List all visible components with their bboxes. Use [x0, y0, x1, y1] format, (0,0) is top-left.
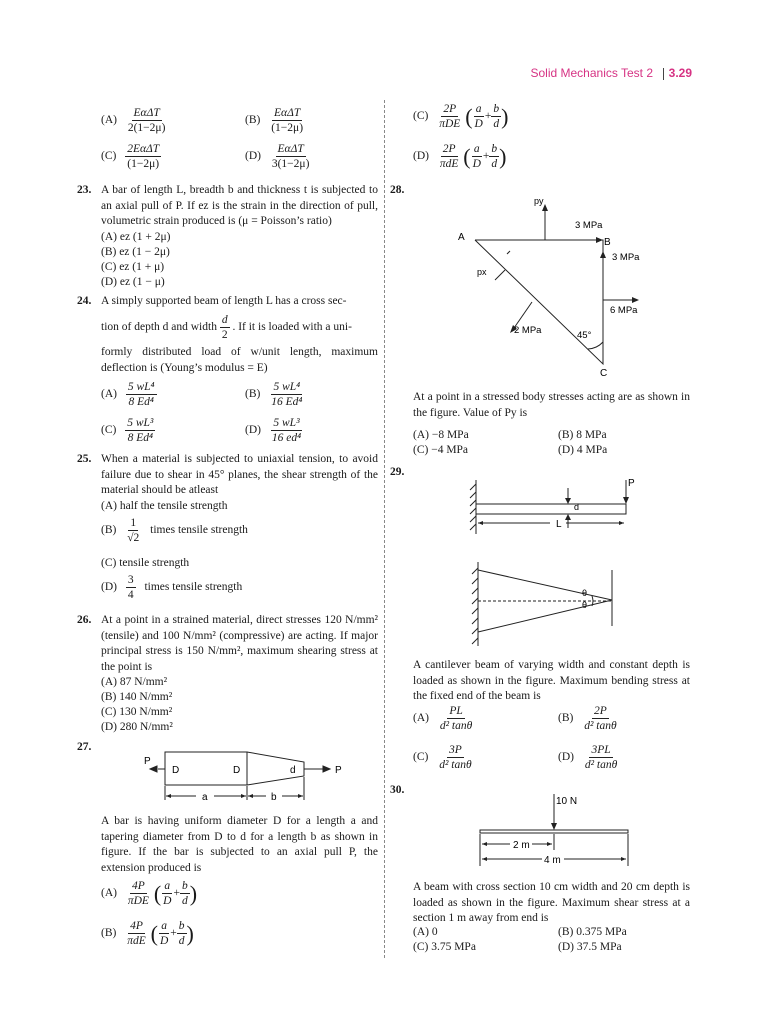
q27-label-p-right: P	[335, 765, 342, 776]
q28-text: At a point in a stressed body stresses acting are as shown in the figure. Value of Py is	[413, 391, 690, 419]
q29-option-b: (B) $\frac{2P}{\text{d² tanθ}}$	[558, 705, 617, 732]
q25-text: When a material is subjected to uniaxial tension, to avoid failure due to shear in 45° planes, the shear strength of the material should be atleast	[101, 453, 378, 496]
q30-option-d: (D) 37.5 MPa	[558, 941, 622, 953]
q30-label-4m: 4 m	[544, 855, 561, 866]
q27-figure	[140, 750, 350, 802]
q29-label-d: d	[574, 502, 580, 512]
q28-label-px: px	[477, 267, 487, 277]
q30-number: 30.	[390, 784, 405, 796]
q29-beam-elevation	[462, 474, 642, 538]
page-header	[0, 66, 768, 84]
q26-option-b: (B) 140 N/mm²	[101, 691, 173, 703]
q28-option-a: (A) −8 MPa	[413, 429, 469, 441]
column-divider	[384, 100, 385, 958]
q27-option-a: (A) $\frac{4P}{\text{πDE}}$ ( $\frac{a}{D}$ + $\frac{b}{d}$ )	[101, 880, 198, 907]
q30-option-c: (C) 3.75 MPa	[413, 941, 476, 953]
q29-label-theta-2: θ	[582, 600, 588, 610]
q28-label-c: C	[600, 368, 608, 379]
q30-figure	[470, 790, 640, 870]
q24-option-a: (A) $\frac{\text{5 wL⁴}}{\text{8 Ed⁴}}$	[101, 381, 155, 408]
q24-option-c: (C) $\frac{\text{5 wL³}}{\text{8 Ed⁴}}$	[101, 417, 154, 444]
q28-label-stress-2: 2 MPa	[514, 325, 542, 336]
q28-option-c: (C) −4 MPa	[413, 444, 469, 456]
q28-stress-triangle	[475, 240, 603, 364]
q26-option-c: (C) 130 N/mm²	[101, 706, 173, 718]
q24-option-d: (D) $\frac{\text{5 wL³}}{\text{16 ed⁴}}$	[245, 417, 302, 444]
q28-label-angle: 45°	[577, 330, 592, 341]
q25-option-a: (A) half the tensile strength	[101, 500, 228, 512]
q29-text: A cantilever beam of varying width and constant depth is loaded as shown in the figure. Maximum bending stress at the fixed end of the beam is	[413, 659, 690, 702]
q29-beam-plan	[462, 560, 642, 648]
q30-text: A beam with cross section 10 cm width and 20 cm depth is loaded as shown in the figure. Maximum shear stress at a section 1 m away from end is	[413, 881, 690, 924]
q24-text-line2: tion of depth d and width $\frac{d}{2}$ . If it is loaded with a uni-	[101, 314, 352, 341]
q27-option-d: (D) $\frac{2P}{\text{πdE}}$ ( $\frac{a}{D}$ + $\frac{b}{d}$ )	[413, 143, 507, 170]
q24-text-line3: formly distributed load of w/unit length, maximum deflection is (Young’s modulus = E)	[101, 346, 378, 374]
q26-text: At a point in a strained material, direct stresses 120 N/mm² (tensile) and 100 N/mm² (compressive) are acting. If major principal stress is 150 N/mm², maximum shearing stress at the point is	[101, 614, 378, 673]
q25-option-c: (C) tensile strength	[101, 557, 190, 569]
q23-option-d: (D) ez (1 − μ)	[101, 276, 165, 288]
q27-label-p-left: P	[144, 756, 151, 767]
q29-option-a: (A) $\frac{PL}{\text{d² tanθ}}$	[413, 705, 473, 732]
q22-option-c: (C) $\frac{\text{2EαΔT}}{(1-2\mu)}$	[101, 143, 160, 170]
q29-label-l: L	[556, 519, 562, 530]
q28-figure	[450, 192, 660, 382]
q27-label-d1: D	[172, 765, 180, 776]
q28-label-py: py	[534, 196, 544, 206]
q29-label-p: P	[628, 478, 635, 489]
q22-option-a: (A) $\frac{\text{EαΔT}}{2(1-2\mu)}$	[101, 107, 166, 134]
q23-option-a: (A) ez (1 + 2μ)	[101, 231, 171, 243]
header-title: Solid Mechanics Test 2	[530, 66, 653, 80]
q27-label-b: b	[271, 792, 277, 802]
q30-label-load: 10 N	[556, 796, 578, 807]
q27-left-arrow-head	[150, 766, 157, 772]
q27-label-a: a	[202, 792, 208, 802]
header-separator	[663, 68, 664, 80]
q30-beam	[480, 830, 628, 833]
q30-option-a: (A) 0	[413, 926, 438, 938]
q27-label-d2: D	[233, 765, 241, 776]
q27-label-small-d: d	[290, 765, 296, 776]
q30-option-b: (B) 0.375 MPa	[558, 926, 627, 938]
q27-text: A bar is having uniform diameter D for a length a and tapering diameter from D to d for a length b as shown in figure. If the bar is subjected to an axial pull P, the extension produced is	[101, 815, 378, 874]
q24-option-b: (B) $\frac{\text{5 wL⁴}}{\text{16 Ed⁴}}$	[245, 381, 303, 408]
q25-option-b: (B) $\frac{1}{√2}$ times tensile strength	[101, 517, 248, 544]
q27-number: 27.	[77, 741, 92, 753]
q28-label-a: A	[458, 232, 465, 243]
q26-number: 26.	[77, 614, 92, 626]
q22-option-b: (B) $\frac{\text{EαΔT}}{(1-2\mu)}$	[245, 107, 304, 134]
q27-right-arrow-head	[323, 766, 330, 772]
q24-text-line1: A simply supported beam of length L has a cross sec-	[101, 295, 347, 307]
q28-label-stress-top: 3 MPa	[575, 220, 603, 231]
q29-option-d: (D) $\frac{3PL}{\text{d² tanθ}}$	[558, 744, 618, 771]
q28-option-d: (D) 4 MPa	[558, 444, 608, 456]
page-number: 3.29	[668, 66, 692, 80]
q28-label-stress-6: 6 MPa	[610, 305, 638, 316]
q29-beam	[476, 504, 626, 514]
q23-option-c: (C) ez (1 + μ)	[101, 261, 165, 273]
q30-label-2m: 2 m	[513, 840, 530, 851]
q29-label-theta-1: θ	[582, 588, 588, 598]
q25-number: 25.	[77, 453, 92, 465]
q29-number: 29.	[390, 466, 405, 478]
q28-number: 28.	[390, 184, 405, 196]
q28-label-b: B	[604, 237, 611, 248]
q27-option-c: (C) $\frac{2P}{\text{πDE}}$ ( $\frac{a}{D}$ + $\frac{b}{d}$ )	[413, 103, 509, 130]
q25-option-d: (D) $\frac{3}{4}$ times tensile strength	[101, 574, 243, 601]
q28-option-b: (B) 8 MPa	[558, 429, 607, 441]
q26-option-a: (A) 87 N/mm²	[101, 676, 168, 688]
q26-option-d: (D) 280 N/mm²	[101, 721, 173, 733]
q27-option-b: (B) $\frac{4P}{\text{πdE}}$ ( $\frac{a}{D}$ + $\frac{b}{d}$ )	[101, 920, 194, 947]
q28-label-stress-right: 3 MPa	[612, 252, 640, 263]
q22-option-d: (D) $\frac{\text{EαΔT}}{3(1-2\mu)}$	[245, 143, 310, 170]
q29-option-c: (C) $\frac{3P}{\text{d² tanθ}}$	[413, 744, 472, 771]
q24-number: 24.	[77, 295, 92, 307]
q23-text: A bar of length L, breadth b and thickness t is subjected to an axial pull of P. If ez is the strain in the direction of pull, volumetric strain produced is (μ = Poisson’s ratio)	[101, 184, 378, 227]
q23-number: 23.	[77, 184, 92, 196]
q23-option-b: (B) ez (1 − 2μ)	[101, 246, 170, 258]
